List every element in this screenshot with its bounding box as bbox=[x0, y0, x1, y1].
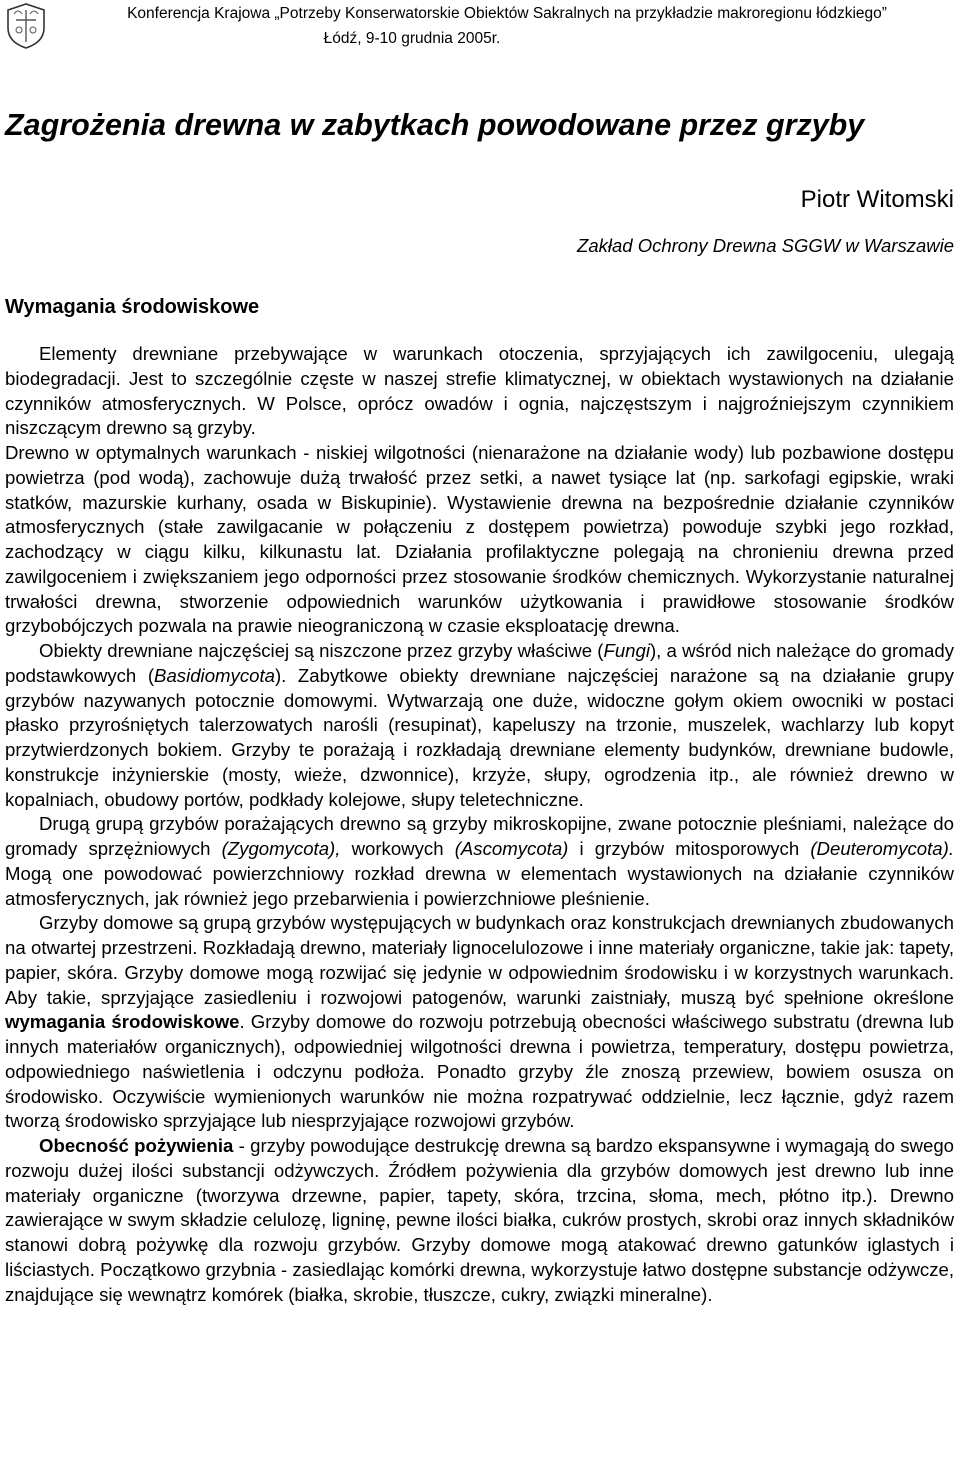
conference-name: Konferencja Krajowa „Potrzeby Konserwatorskie Obiektów Sakralnych na przykładzie makroregionu łódzkiego” bbox=[127, 5, 887, 22]
section-heading: Wymagania środowiskowe bbox=[5, 296, 260, 318]
term-environmental-requirements: wymagania środowiskowe bbox=[5, 1011, 240, 1033]
paragraph-house-fungi: Grzyby domowe są grupą grzybów występujących w budynkach oraz konstrukcjach drewnianych zbudowanych na otwartej przestrzeni. Rozkładają drewno, materiały lignocelulozowe i inne materiały organiczne, takie jak: tapety, papier, skóra. Grzyby domowe mogą rozwijać się jedynie w odpowiednim środowisku i w korzystnych warunkach. Aby takie, sprzyjające zasiedleniu i rozwojowi patogenów, warunki zaistniały, muszą być spełnione określone wymagania środowiskowe. Grzyby domowe do rozwoju potrzebują obecności właściwego substratu (drewna lub innych materiałów organicznych), odpowiedniej wilgotności drewna i powietrza, temperatury, dostępu powietrza, odpowiedniego naświetlenia i odczynu podłoża. Ponadto grzyby źle znoszą przewiew, bowiem osusza on środowisko. Oczywiście wymienionych warunków nie można rozpatrywać oddzielnie, lecz łącznie, gdyż razem tworzą środowisko sprzyjające lub niesprzyjające rozwojowi grzybów. bbox=[5, 912, 954, 1132]
author-name: Piotr Witomski bbox=[800, 186, 954, 213]
conference-header bbox=[0, 0, 960, 52]
author-affiliation: Zakład Ochrony Drewna SGGW w Warszawie bbox=[577, 235, 954, 256]
term-deuteromycota: (Deuteromycota). bbox=[810, 838, 954, 859]
article-body bbox=[5, 342, 954, 1307]
term-food-presence: Obecność pożywienia bbox=[39, 1135, 234, 1156]
term-basidiomycota: Basidiomycota bbox=[154, 664, 275, 686]
conference-date: Łódź, 9-10 grudnia 2005r. bbox=[323, 30, 501, 47]
paragraph-molds: Drugą grupą grzybów porażających drewno są grzyby mikroskopijne, zwane potocznie pleśniami, należące do gromady sprzężniowych (Zygomycota), workowych (Ascomycota) i grzybów mitosporowych (Deuteromycota). Mogą one powodować powierzchniowy rozkład drewna w elementach wystawionych na działanie czynników atmosferycznych, jak również jego przebarwienia i powierzchniowe pleśnienie. bbox=[5, 813, 954, 909]
paragraph-true-fungi: Obiekty drewniane najczęściej są niszczone przez grzyby właściwe (Fungi), a wśród nich należące do gromady podstawkowych (Basidiomycota). Zabytkowe obiekty drewniane najczęściej narażone są na działanie grupy grzybów nazywanych potocznie domowymi. Wytwarzają one duże, widoczne gołym okiem owocniki w postaci płasko przyrośniętych talerzowatych narośli (resupinat), kapeluszy na trzonie, muszelek, wachlarzy lub kopyt przytwierdzonych bokiem. Grzyby te porażają i rozkładają drewniane elementy budynków, drewniane budowle, konstrukcje inżynierskie (mosty, wieże, dzwonnice), krzyże, słupy, ogrodzenia itp., ale również drewno w kopalniach, obudowy portów, podkłady kolejowe, słupy teletechniczne. bbox=[5, 640, 955, 810]
term-zygomycota: (Zygomycota), bbox=[221, 838, 341, 859]
crest-logo-icon bbox=[4, 2, 48, 50]
term-ascomycota: (Ascomycota) bbox=[454, 838, 569, 859]
paragraph-food-presence: Obecność pożywienia - grzyby powodujące destrukcję drewna są bardzo ekspansywne i wymagają do swego rozwoju dużej ilości substancji odżywczych. Źródłem pożywienia dla grzybów domowych jest drewno lub inne materiały organiczne (tworzywa drzewne, papier, tapety, skóra, trzcina, słoma, mech, płótno itp.). Drewno zawierające w swym składzie celulozę, ligninę, pewne ilości białka, cukrów prostych, skrobi oraz innych składników stanowi dobrą pożywkę dla rozwoju grzybów. Grzyby domowe mogą atakować drewno gatunków iglastych i liściastych. Początkowo grzybnia - zasiedlając komórki drewna, wykorzystuje łatwo dostępne substancje odżywcze, znajdujące się wewnątrz komórek (białka, skrobie, tłuszcze, cukry, związki mineralne). bbox=[5, 1135, 954, 1305]
term-fungi: Fungi bbox=[603, 640, 650, 661]
paper-title: Zagrożenia drewna w zabytkach powodowane przez grzyby bbox=[5, 108, 865, 142]
paragraph-durability: Drewno w optymalnych warunkach - niskiej wilgotności (nienarażone na działanie wody) lub pozbawione dostępu powietrza (pod wodą), zachowuje dużą trwałość przez setki, a nawet tysiące lat (np. sarkofagi egipskie, wraki statków, mazurskie kurhany, osada w Biskupinie). Wystawienie drewna na bezpośrednie działanie czynników atmosferycznych (stałe zawilgacanie w połączeniu z dostępem powietrza) powoduje szybki jego rozkład, zachodzący w ciągu kilku, kilkunastu lat. Działania profilaktyczne polegają na chronieniu drewna przed zawilgoceniem i zwiększaniem jego odporności przez stosowanie środków chemicznych. Wykorzystanie naturalnej trwałości drewna, stworzenie odpowiednich warunków użytkowania i prawidłowe stosowanie środków grzybobójczych pozwala na prawie nieograniczoną w czasie eksploatację drewna. bbox=[5, 442, 954, 637]
paragraph-intro: Elementy drewniane przebywające w warunkach otoczenia, sprzyjających ich zawilgoceniu, ulegają biodegradacji. Jest to szczególnie częste w naszej strefie klimatycznej, w obiektach wystawionych na działanie czynników atmosferycznych. W Polsce, oprócz owadów i ognia, najczęstszym i najgroźniejszym czynnikiem niszczącym drewno są grzyby. bbox=[5, 343, 954, 439]
